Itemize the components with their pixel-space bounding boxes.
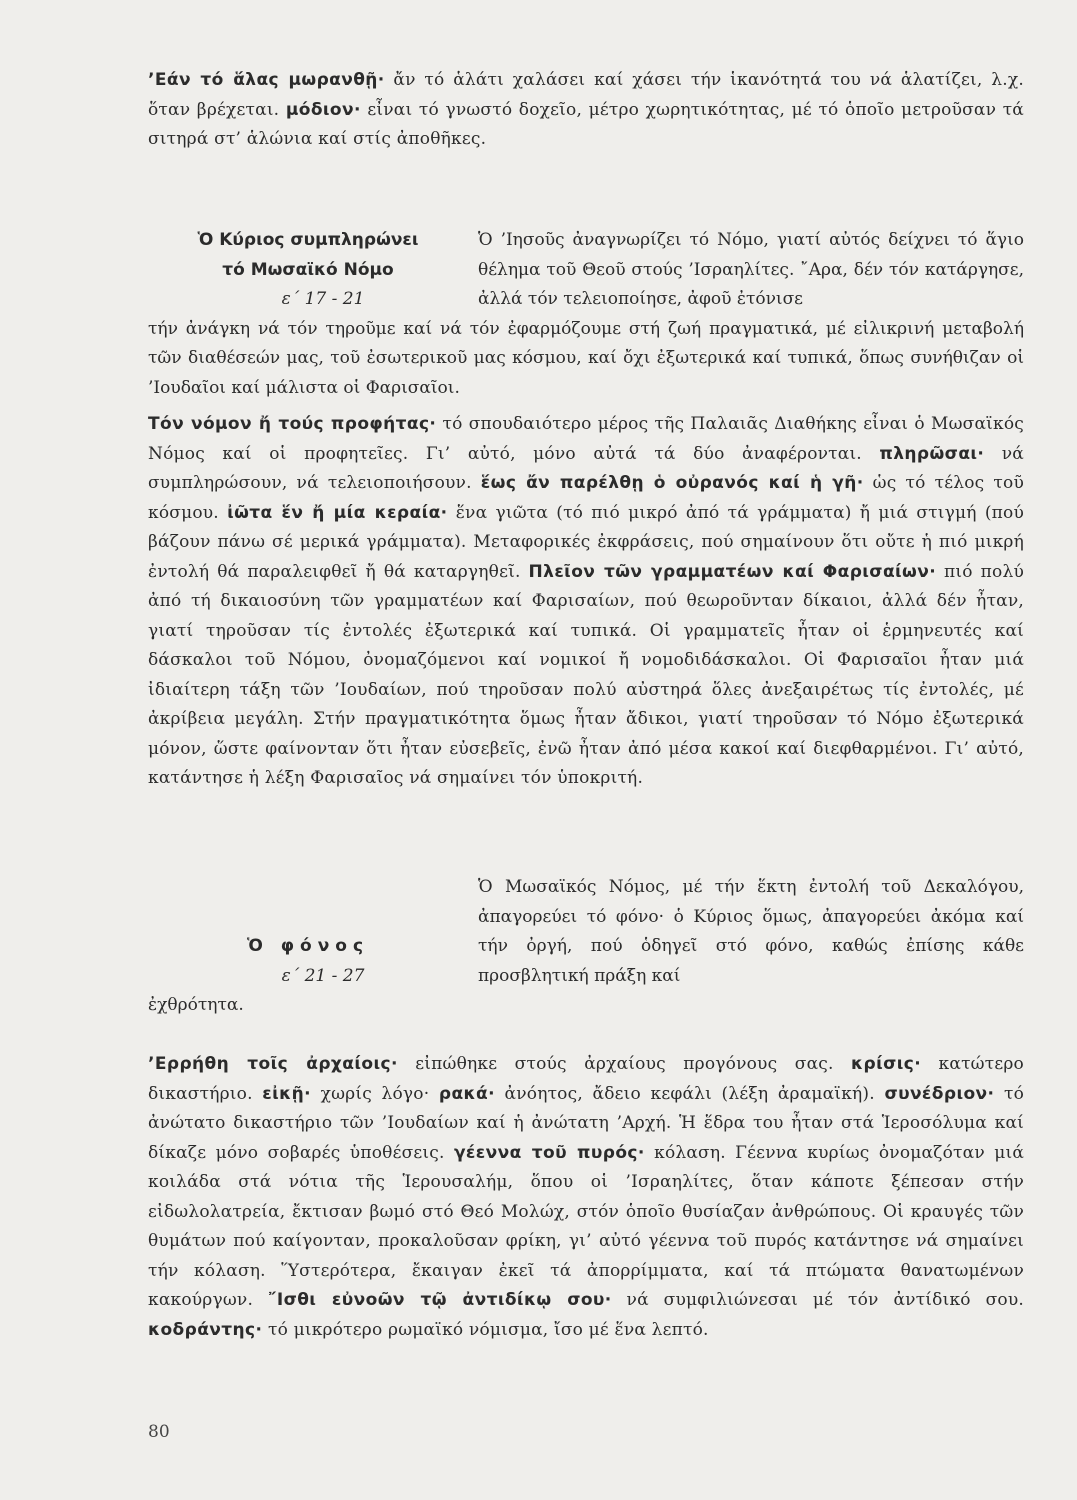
term-eike: εἰκῇ· [262, 1083, 312, 1104]
term-plerosai: πληρῶσαι· [879, 443, 985, 464]
term-synedrion: συνέδριον· [884, 1083, 995, 1104]
section-heading [148, 932, 468, 991]
term-krisis: κρίσις· [851, 1054, 922, 1074]
section-body: Ὁ ’Ιησοῦς ἀναγνωρίζει τό Νόμο, γιατί αὐτός δείχνει τό ἅγιο θέλημα τοῦ Θεοῦ στούς ’Ισραηλίτες. ῎Αρα, δέν τόν κατάργησε, ἀλλά τόν τελειοποίησε, ἀφοῦ ἐτόνισε [478, 230, 1024, 309]
section-heading [148, 226, 468, 315]
term-adversary: ῎Ισθι εὐνοῶν τῷ ἀντιδίκῳ σου· [267, 1290, 612, 1310]
term-salt: ’Εάν τό ἅλας μωρανθῇ· [148, 70, 385, 90]
section-subtitle: τό Μωσαϊκό Νόμο [222, 259, 394, 280]
paragraph-law-prophets: Τόν νόμον ἤ τούς προφήτας· τό σπουδαιότερο μέρος τῆς Παλαιᾶς Διαθήκης εἶναι ὁ Μωσαϊκός Νόμος καί οἱ προφητεῖες. Γι’ αὐτό, μόνο αὐτά τά δύο ἀναφέρονται. πληρῶσαι· νά συμπληρώσουν, νά τελειοποιήσουν. ἕως ἄν παρέλθῃ ὁ οὐρανός καί ἡ γῆ· ὡς τό τέλος τοῦ κόσμου. ἰῶτα ἕν ἤ μία κεραία· ἕνα γιῶτα (τό πιό μικρό ἀπό τά γράμματα) ἤ μιά στιγμή (πού βάζουν πάνω σέ μερικά γράμματα). Μεταφορικές ἐκφράσεις, πού σημαίνουν ὅτι οὔτε ἡ πιό μικρή ἐντολή θά παραλειφθεῖ ἤ θά καταργηθεῖ. Πλεῖον τῶν γραμματέων καί Φαρισαίων· πιό πολύ ἀπό τή δικαιοσύνη τῶν γραμματέων καί Φαρισαίων, πού θεωροῦνταν δίκαιοι, ἀλλά δέν ἦταν, γιατί τηροῦσαν τίς ἐντολές ἐξωτερικά καί τυπικά. Οἱ γραμματεῖς ἦταν οἱ ἑρμηνευτές καί δάσκαλοι τοῦ Νόμου, ὀνομαζόμενοι καί νομικοί ἤ νομοδιδάσκαλοι. Οἱ Φαρισαῖοι ἦταν μιά ἰδιαίτερη τάξη τῶν ’Ιουδαίων, πού τηροῦσαν πολύ αὐστηρά ὅλες ἀνεξαιρέτως τίς ἐντολές, μέ ἀκρίβεια μεγάλη. Στήν πραγματικότητα ὅμως ἦταν ἄδικοι, γιατί τηροῦσαν τό Νόμο ἐξωτερικά μόνον, ὥστε φαίνονταν ὅτι ἦταν εὐσεβεῖς, ἐνῶ ἦταν ἀπό μέσα κακοί καί διεφθαρμένοι. Γι’ αὐτό, κατάντησε ἡ λέξη Φαρισαῖος νά σημαίνει τόν ὑποκριτή. [148, 414, 1024, 788]
section-law-fulfilment [148, 226, 1024, 403]
verse-reference: ε΄ 21 - 27 [281, 965, 365, 986]
verse-reference: ε΄ 17 - 21 [281, 289, 365, 309]
term-ancients: ’Ερρήθη τοῖς ἀρχαίοις· [148, 1054, 398, 1074]
section-body: Ὁ Μωσαϊκός Νόμος, μέ τήν ἕκτη ἐντολή τοῦ Δεκαλόγου, ἀπαγορεύει τό φόνο· ὁ Κύριος ὅμως, ἀπαγορεύει ἀκόμα καί τήν ὀργή, πού ὁδηγεῖ στό φόνο, καθώς ἐπίσης κάθε προσβλητική πράξη καί [478, 877, 1024, 986]
term-heaven-earth: ἕως ἄν παρέλθῃ ὁ οὐρανός καί ἡ γῆ· [480, 473, 864, 493]
term-scribes-pharisees: Πλεῖον τῶν γραμματέων καί Φαρισαίων· [528, 561, 937, 582]
term-gehenna: γέεννα τοῦ πυρός· [453, 1142, 645, 1163]
section-body-continued: ἐχθρότητα. [148, 995, 244, 1015]
term-law-prophets: Τόν νόμον ἤ τούς προφήτας· [148, 414, 437, 434]
term-iota: ἰῶτα ἕν ἤ μία κεραία· [227, 502, 448, 523]
term-modios: μόδιον· [285, 99, 361, 120]
term-kodrantes: κοδράντης· [148, 1319, 263, 1340]
term-raka: ρακά· [438, 1083, 495, 1104]
paragraph-ancients: ’Ερρήθη τοῖς ἀρχαίοις· εἰπώθηκε στούς ἀρχαίους προγόνους σας. κρίσις· κατώτερο δικαστήριο. εἰκῇ· χωρίς λόγο· ρακά· ἀνόητος, ἄδειο κεφάλι (λέξη ἀραμαϊκή). συνέδριον· τό ἀνώτατο δικαστήριο τῶν ’Ιουδαίων καί ἡ ἀνώτατη ’Αρχή. Ἡ ἕδρα του ἦταν στά Ἱεροσόλυμα καί δίκαζε μόνο σοβαρές ὑποθέσεις. γέεννα τοῦ πυρός· κόλαση. Γέεννα κυρίως ὀνομαζόταν μιά κοιλάδα στά νότια τῆς Ἱερουσαλήμ, ὅπου οἱ ’Ισραηλίτες, ὅταν κάποτε ξέπεσαν στήν εἰδωλολατρεία, ἔκτισαν βωμό στό Θεό Μολώχ, στόν ὁποῖο θυσίαζαν ἀνθρώπους. Οἱ κραυγές τῶν θυμάτων πού καίγονταν, προκαλοῦσαν φρίκη, γι’ αὐτό γέεννα τοῦ πυρός κατάντησε νά σημαίνει τήν κόλαση. Ὕστερότερα, ἔκαιγαν ἐκεῖ τά ἀπορρίμματα, καί τά πτώματα θανατωμένων κακούργων. ῎Ισθι εὐνοῶν τῷ ἀντιδίκῳ σου· νά συμφιλιώνεσαι μέ τόν ἀντίδικό σου. κοδράντης· τό μικρότερο ρωμαϊκό νόμισμα, ἴσο μέ ἕνα λεπτό. [148, 1054, 1025, 1340]
paragraph-salt: ’Εάν τό ἅλας μωρανθῇ· ἄν τό ἁλάτι χαλάσει καί χάσει τήν ἱκανότητά του νά ἁλατίζει, λ.χ. ὅταν βρέχεται. μόδιον· εἶναι τό γνωστό δοχεῖο, μέτρο χωρητικότητας, μέ τό ὁποῖο μετροῦσαν τά σιτηρά στ’ ἁλώνια καί στίς ἀποθῆκες. [148, 70, 1024, 149]
section-murder [148, 877, 1024, 1021]
page-number: 80 [148, 1422, 170, 1442]
section-title: Ὁ φόνος [246, 936, 370, 956]
section-body-continued: τήν ἀνάγκη νά τόν τηροῦμε καί νά τόν ἐφαρμόζουμε στή ζωή πραγματικά, μέ εἰλικρινή μεταβολή τῶν διαθέσεών μας, τοῦ ἐσωτερικοῦ μας κόσμου, καί ὄχι ἐξωτερικά καί τυπικά, ὅπως συνήθιζαν οἱ ’Ιουδαῖοι καί μάλιστα οἱ Φαρισαῖοι. [148, 318, 1024, 398]
section-title: Ὁ Κύριος συμπληρώνει [197, 230, 419, 250]
